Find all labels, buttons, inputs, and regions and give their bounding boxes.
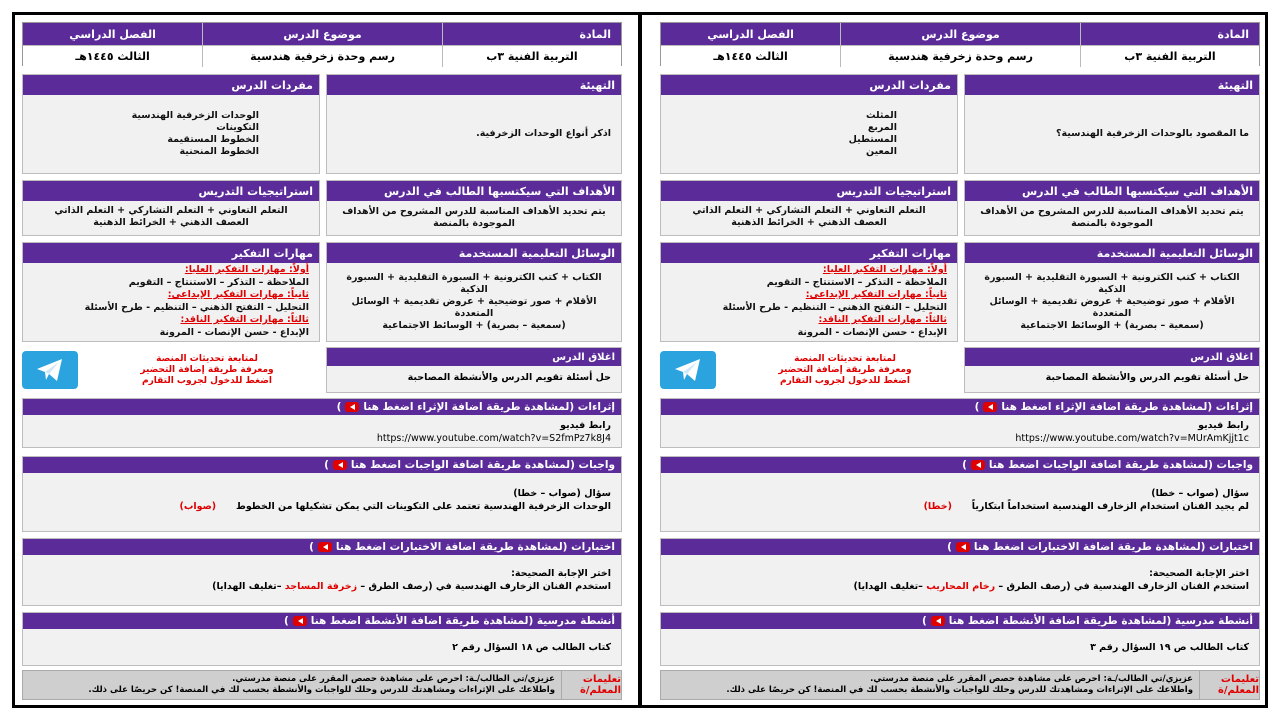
teacher-notes-line: واطلاعك على الإثراءات ومشاهدتك للدرس وحلك للواجبات والأنشطة بحسب لك في المنصة! كن حريصًا على ذلك. [88,685,555,695]
topic-value: رسم وحدة زخرفية هندسية [840,45,1080,67]
page-divider [638,12,642,708]
enrichment-section [22,398,622,448]
strategies-title: استراتيجيات التدريس [23,181,319,201]
test-choice: –تغليف الهدايا) [212,581,282,592]
thinking-heading: ثالثاً: مهارات التفكير الناقد: [180,314,309,325]
promo-line: لمتابعة تحديثات المنصة [156,353,258,364]
lesson-header [22,22,622,66]
strategies-line: العصف الذهني + الخرائط الذهنية [93,217,249,228]
closing-title: اغلاق الدرس [327,348,621,366]
tests-section [22,538,622,606]
homework-label: واجبات (لمشاهدة طريقة اضافة الواجبات اضغط هنا [350,459,615,471]
telegram-promo[interactable] [22,347,320,393]
vocab-item: المعين [866,146,897,157]
strategies-line: التعلم التعاوني + التعلم التشاركي + التعلم الذاتي [54,205,288,216]
homework-section [660,456,1260,532]
objectives-text: يتم تحديد الأهداف المناسبة للدرس المشروح من الأهداف الموجودة بالمنصة [342,206,606,229]
aids-box [326,242,622,342]
teacher-notes-line: عزيزي/تي الطالب/ـة: احرص على مشاهدة حصص المقرر على منصة مدرستي. [870,674,1193,684]
strategies-line: العصف الذهني + الخرائط الذهنية [731,217,887,228]
thinking-title: مهارات التفكير [23,243,319,263]
vocab-box [660,74,958,174]
lesson-header [660,22,1260,66]
youtube-icon[interactable] [931,616,945,626]
activities-section [22,612,622,666]
close-paren: ) [336,401,342,413]
activities-section [660,612,1260,666]
subject-value: التربية الفنية ٣ب [442,45,621,67]
activities-label: أنشطة مدرسية (لمشاهدة طريقة اضافة الأنشطة اضغط هنا [948,615,1253,627]
term-value: الثالث ١٤٤٥هـ [661,45,840,67]
tests-section [660,538,1260,606]
tests-title[interactable] [661,539,1259,555]
promo-line: ومعرفة طريقة إضافة التحضير [140,364,274,375]
close-paren: ) [974,401,980,413]
teacher-notes [22,670,622,700]
aids-box [964,242,1260,342]
thinking-heading: ثالثاً: مهارات التفكير الناقد: [818,314,947,325]
thinking-heading: أولاً: مهارات التفكير العليا: [822,264,947,275]
video-url[interactable]: https://www.youtube.com/watch?v=S2fmPz7k8J4 [376,433,611,444]
aids-line: (سمعية – بصرية) + الوسائط الاجتماعية [382,320,566,331]
enrichment-title[interactable] [23,399,621,415]
vocab-item: المثلث [865,110,897,121]
homework-text: الوحدات الزخرفية الهندسية تعتمد على التكوينات التي يمكن تشكيلها من الخطوط [235,501,611,512]
closing-text: حل أسئلة تقويم الدرس والأنشطة المصاحبة [1045,372,1249,383]
thinking-box [660,242,958,342]
topic-label: موضوع الدرس [840,23,1080,45]
objectives-title: الأهداف التي سيكتسبها الطالب في الدرس [327,181,621,201]
close-paren: ) [324,459,329,471]
aids-line: (سمعية – بصرية) + الوسائط الاجتماعية [1020,320,1204,331]
vocab-item: الخطوط المنحنية [179,146,259,157]
thinking-line: الإبداع - حسن الإنصات - المرونة [797,326,947,338]
test-correct-choice: زخرفة المساجد [284,581,358,592]
promo-line: اضغط للدخول لجروب التقارم [780,375,910,386]
homework-text: لم يجيد الفنان استخدام الزخارف الهندسية استخداماً ابتكارياً [971,501,1249,512]
test-question: اختر الإجابة الصحيحة: [511,568,611,579]
vocab-item: المستطيل [848,134,897,145]
aids-line: الكتاب + كتب الكترونية + السبورة التقليدية + السبورة الذكية [346,272,602,295]
thinking-heading: أولاً: مهارات التفكير العليا: [184,264,309,275]
teacher-notes [660,670,1260,700]
telegram-icon[interactable] [660,351,716,389]
teacher-notes-line: واطلاعك على الإثراءات ومشاهدتك للدرس وحلك للواجبات والأنشطة بحسب لك في المنصة! كن حريصًا على ذلك. [726,685,1193,695]
vocab-item: الوحدات الزخرفية الهندسية [131,110,259,121]
test-correct-choice: رخام المحاريب [926,581,996,592]
warmup-title: التهيئة [965,75,1259,95]
subject-value: التربية الفنية ٣ب [1080,45,1259,67]
strategies-box [660,180,958,236]
test-choice: استخدم الفنان الزخارف الهندسية في (رصف الطرق – [360,581,611,592]
homework-question: سؤال (صواب – خطا) [1151,488,1249,499]
telegram-icon[interactable] [22,351,78,389]
test-choice: –تغليف الهدايا) [853,581,923,592]
close-paren: ) [283,615,289,627]
warmup-text: ما المقصود بالوحدات الزخرفية الهندسية؟ [1056,128,1249,139]
subject-label: المادة [442,23,621,45]
thinking-line: الإبداع - حسن الإنصات - المرونة [159,326,309,338]
vocab-title: مفردات الدرس [23,75,319,95]
homework-title[interactable] [661,457,1259,473]
thinking-box [22,242,320,342]
teacher-notes-label: تعليمات المعلم/ة [1199,671,1259,699]
objectives-title: الأهداف التي سيكتسبها الطالب في الدرس [965,181,1259,201]
homework-answer: (صواب) [179,501,217,512]
youtube-icon[interactable] [983,402,997,412]
homework-question: سؤال (صواب – خطا) [513,488,611,499]
aids-line: الكتاب + كتب الكترونية + السبورة التقليدية + السبورة الذكية [984,272,1240,295]
strategies-box [22,180,320,236]
objectives-box [964,180,1260,236]
lesson-page-right [660,22,1260,702]
telegram-promo[interactable] [660,347,958,393]
activity-text: كتاب الطالب ص ١٨ السؤال رقم ٢ [452,641,611,653]
thinking-heading: ثانياً: مهارات التفكير الإبداعي: [805,289,947,300]
enrichment-label: إثراءات (لمشاهدة طريقة اضافة الإثراء اضغط هنا [363,401,615,413]
vocab-title: مفردات الدرس [661,75,957,95]
close-paren: ) [309,541,314,553]
warmup-title: التهيئة [327,75,621,95]
aids-line: الأقلام + صور توضيحية + عروض تقديمية + الوسائل المتعددة [351,296,597,319]
activities-title[interactable] [23,613,621,629]
thinking-line: الملاحظة – التذكر – الاستنتاج – التقويم [128,276,309,288]
term-label: الفصل الدراسي [23,23,202,45]
tests-label: اختبارات (لمشاهدة طريقة اضافة الاختبارات اضغط هنا [973,541,1253,553]
youtube-icon[interactable] [956,542,970,552]
closing-box [326,347,622,393]
teacher-notes-label: تعليمات المعلم/ة [561,671,621,699]
test-question: اختر الإجابة الصحيحة: [1149,568,1249,579]
thinking-line: الملاحظة – التذكر – الاستنتاج – التقويم [766,276,947,288]
teacher-notes-line: عزيزي/تي الطالب/ـة: احرص على مشاهدة حصص المقرر على منصة مدرستي. [232,674,555,684]
activity-text: كتاب الطالب ص ١٩ السؤال رقم ٣ [1090,641,1249,653]
video-link-label: رابط فيديو [560,420,611,431]
youtube-icon[interactable] [333,460,347,470]
aids-title: الوسائل التعليمية المستخدمة [965,243,1259,263]
tests-label: اختبارات (لمشاهدة طريقة اضافة الاختبارات اضغط هنا [335,541,615,553]
youtube-icon[interactable] [318,542,332,552]
topic-label: موضوع الدرس [202,23,442,45]
aids-title: الوسائل التعليمية المستخدمة [327,243,621,263]
objectives-box [326,180,622,236]
vocab-item: التكوينات [216,122,259,133]
enrichment-section [660,398,1260,448]
thinking-title: مهارات التفكير [661,243,957,263]
promo-line: ومعرفة طريقة إضافة التحضير [778,364,912,375]
lesson-page-left [22,22,622,702]
homework-section [22,456,622,532]
term-label: الفصل الدراسي [661,23,840,45]
thinking-line: التحليل – التفتح الذهني – التنظيم - طرح الأسئلة [84,301,309,313]
warmup-box [326,74,622,174]
objectives-text: يتم تحديد الأهداف المناسبة للدرس المشروح من الأهداف الموجودة بالمنصة [980,206,1244,229]
vocab-item: المربع [867,122,897,133]
youtube-icon[interactable] [971,460,985,470]
strategies-line: التعلم التعاوني + التعلم التشاركي + التعلم الذاتي [692,205,926,216]
video-link-label: رابط فيديو [1198,420,1249,431]
homework-title[interactable] [23,457,621,473]
promo-line: لمتابعة تحديثات المنصة [794,353,896,364]
close-paren: ) [962,459,967,471]
tests-title[interactable] [23,539,621,555]
vocab-box [22,74,320,174]
youtube-icon[interactable] [293,616,307,626]
close-paren: ) [921,615,927,627]
homework-answer: (خطا) [923,501,952,512]
thinking-heading: ثانياً: مهارات التفكير الإبداعي: [167,289,309,300]
warmup-text: اذكر أنواع الوحدات الزخرفية. [476,128,611,139]
term-value: الثالث ١٤٤٥هـ [23,45,202,67]
promo-line: اضغط للدخول لجروب التقارم [142,375,272,386]
topic-value: رسم وحدة زخرفية هندسية [202,45,442,67]
subject-label: المادة [1080,23,1259,45]
aids-line: الأقلام + صور توضيحية + عروض تقديمية + الوسائل المتعددة [989,296,1235,319]
youtube-icon[interactable] [345,402,359,412]
closing-box [964,347,1260,393]
strategies-title: استراتيجيات التدريس [661,181,957,201]
test-choice: استخدم الفنان الزخارف الهندسية في (رصف الطرق – [998,581,1249,592]
enrichment-label: إثراءات (لمشاهدة طريقة اضافة الإثراء اضغط هنا [1001,401,1253,413]
video-url[interactable]: https://www.youtube.com/watch?v=MUrAmKjjt1c [1015,433,1249,444]
closing-title: اغلاق الدرس [965,348,1259,366]
homework-label: واجبات (لمشاهدة طريقة اضافة الواجبات اضغط هنا [988,459,1253,471]
activities-title[interactable] [661,613,1259,629]
close-paren: ) [947,541,952,553]
enrichment-title[interactable] [661,399,1259,415]
thinking-line: التحليل – التفتح الذهني – التنظيم - طرح الأسئلة [722,301,947,313]
vocab-item: الخطوط المستقيمة [167,134,259,145]
warmup-box [964,74,1260,174]
activities-label: أنشطة مدرسية (لمشاهدة طريقة اضافة الأنشطة اضغط هنا [310,615,615,627]
closing-text: حل أسئلة تقويم الدرس والأنشطة المصاحبة [407,372,611,383]
